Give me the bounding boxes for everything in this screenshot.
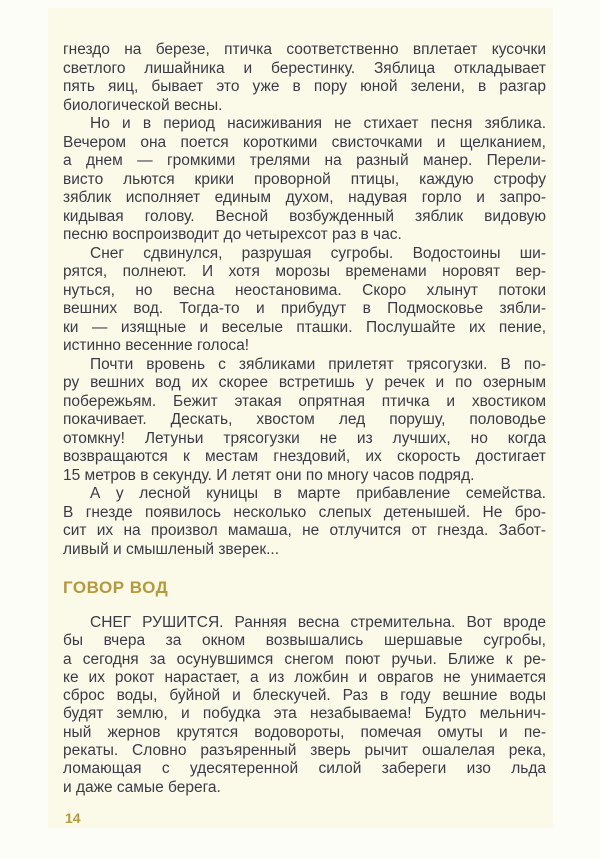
- paragraph: [63, 485, 546, 559]
- text-line: отомкну! Летуньи трясогузки не из лучших, но когда: [63, 429, 546, 447]
- text-line: зяблик исполняет единым духом, надувая горло и запро-: [63, 189, 546, 206]
- text-line: сит их на произвол мамаша, не отлучится от гнезда. Забот-: [63, 522, 546, 539]
- paragraph: [63, 356, 546, 486]
- text-line: Но и в период насиживания не стихает песня зяблика.: [90, 115, 546, 132]
- text-line: В гнезде появилось несколько слепых детенышей. Не бро-: [63, 503, 546, 521]
- text-line: биологической весны.: [63, 96, 223, 114]
- text-line: пять яиц, бывает это уже в пору юной зелени, в разгар: [63, 78, 546, 95]
- text-line: ки — изящные и веселые пташки. Послушайте их пение,: [63, 318, 546, 336]
- paragraph: [63, 41, 546, 115]
- text-line: рекаты. Словно разъяренный зверь рычит ошалелая река,: [63, 742, 546, 760]
- text-line: рятся, полнеют. И хотя морозы временами норовят вер-: [63, 263, 546, 280]
- text-line: кидывая голову. Весной возбужденный зяблик видовую: [63, 207, 546, 225]
- text-line: истинно весенние голоса!: [63, 337, 250, 354]
- page-number: 14: [65, 810, 81, 826]
- text-line: будят землю, и побудка эта незабываема! Будто мельнич-: [63, 705, 546, 723]
- text-section-1: [63, 41, 546, 559]
- text-line: а сегодня за осунувшимся снегом поют ручьи. Ближе к ре-: [63, 650, 546, 668]
- text-line: сброс воды, буйной и блескучей. Раз в году вешние воды: [63, 687, 546, 705]
- text-line: побережьям. Бежит этакая опрятная птичка и хвостиком: [63, 392, 546, 410]
- text-line: ливый и смышленый зверек...: [63, 540, 280, 558]
- text-section-2: [63, 614, 546, 797]
- section-heading: ГОВОР ВОД: [63, 578, 169, 597]
- text-line: покачивает. Дескать, хвостом лед порушу, половодье: [63, 411, 546, 428]
- text-line: возвращаются к местам гнездовий, их скорость достигает: [63, 448, 546, 465]
- text-line: нуться, но весна неостановима. Скоро хлынут потоки: [63, 281, 546, 299]
- text-line: Снег сдвинулся, разрушая сугробы. Водостоины ши-: [90, 244, 546, 262]
- paragraph: [63, 115, 546, 245]
- text-line: Почти вровень с зябликами прилетят трясогузки. В по-: [90, 355, 546, 373]
- text-line: и даже самые берега.: [63, 778, 221, 796]
- text-line: ке их рокот нарастает, а из ложбин и оврагов не унимается: [63, 668, 546, 686]
- text-line: а днем — громкими трелями на разный манер. Перели-: [63, 152, 546, 169]
- text-line: светлого лишайника и берестинку. Зяблица откладывает: [63, 59, 546, 77]
- paragraph: [63, 614, 546, 797]
- text-line: вешних вод. Тогда-то и прибудут в Подмосковье зябли-: [63, 300, 546, 317]
- text-line: бы вчера за окном возвышались шершавые сугробы,: [63, 632, 546, 650]
- paragraph: [63, 245, 546, 356]
- text-line: СНЕГ РУШИТСЯ. Ранняя весна стремительна. Вот вроде: [90, 614, 546, 631]
- text-line: А у лесной куницы в марте прибавление семейства.: [90, 485, 546, 502]
- text-line: 15 метров в секунду. И летят они по многу часов подряд.: [63, 466, 475, 484]
- text-line: Вечером она поется короткими свисточками и щелканием,: [63, 133, 546, 151]
- text-line: ру вешних вод их скорее встретишь у речек и по озерным: [63, 374, 546, 391]
- text-line: гнездо на березе, птичка соответственно вплетает кусочки: [63, 41, 546, 58]
- text-line: ломающая с удесятеренной силой забереги изо льда: [63, 760, 546, 778]
- text-line: ный жернов крутятся водовороты, помечая омуты и пе-: [63, 723, 546, 741]
- text-line: песню воспроизводит до четырехсот раз в час.: [63, 226, 402, 243]
- text-line: висто льются крики проворной птицы, каждую строфу: [63, 170, 546, 188]
